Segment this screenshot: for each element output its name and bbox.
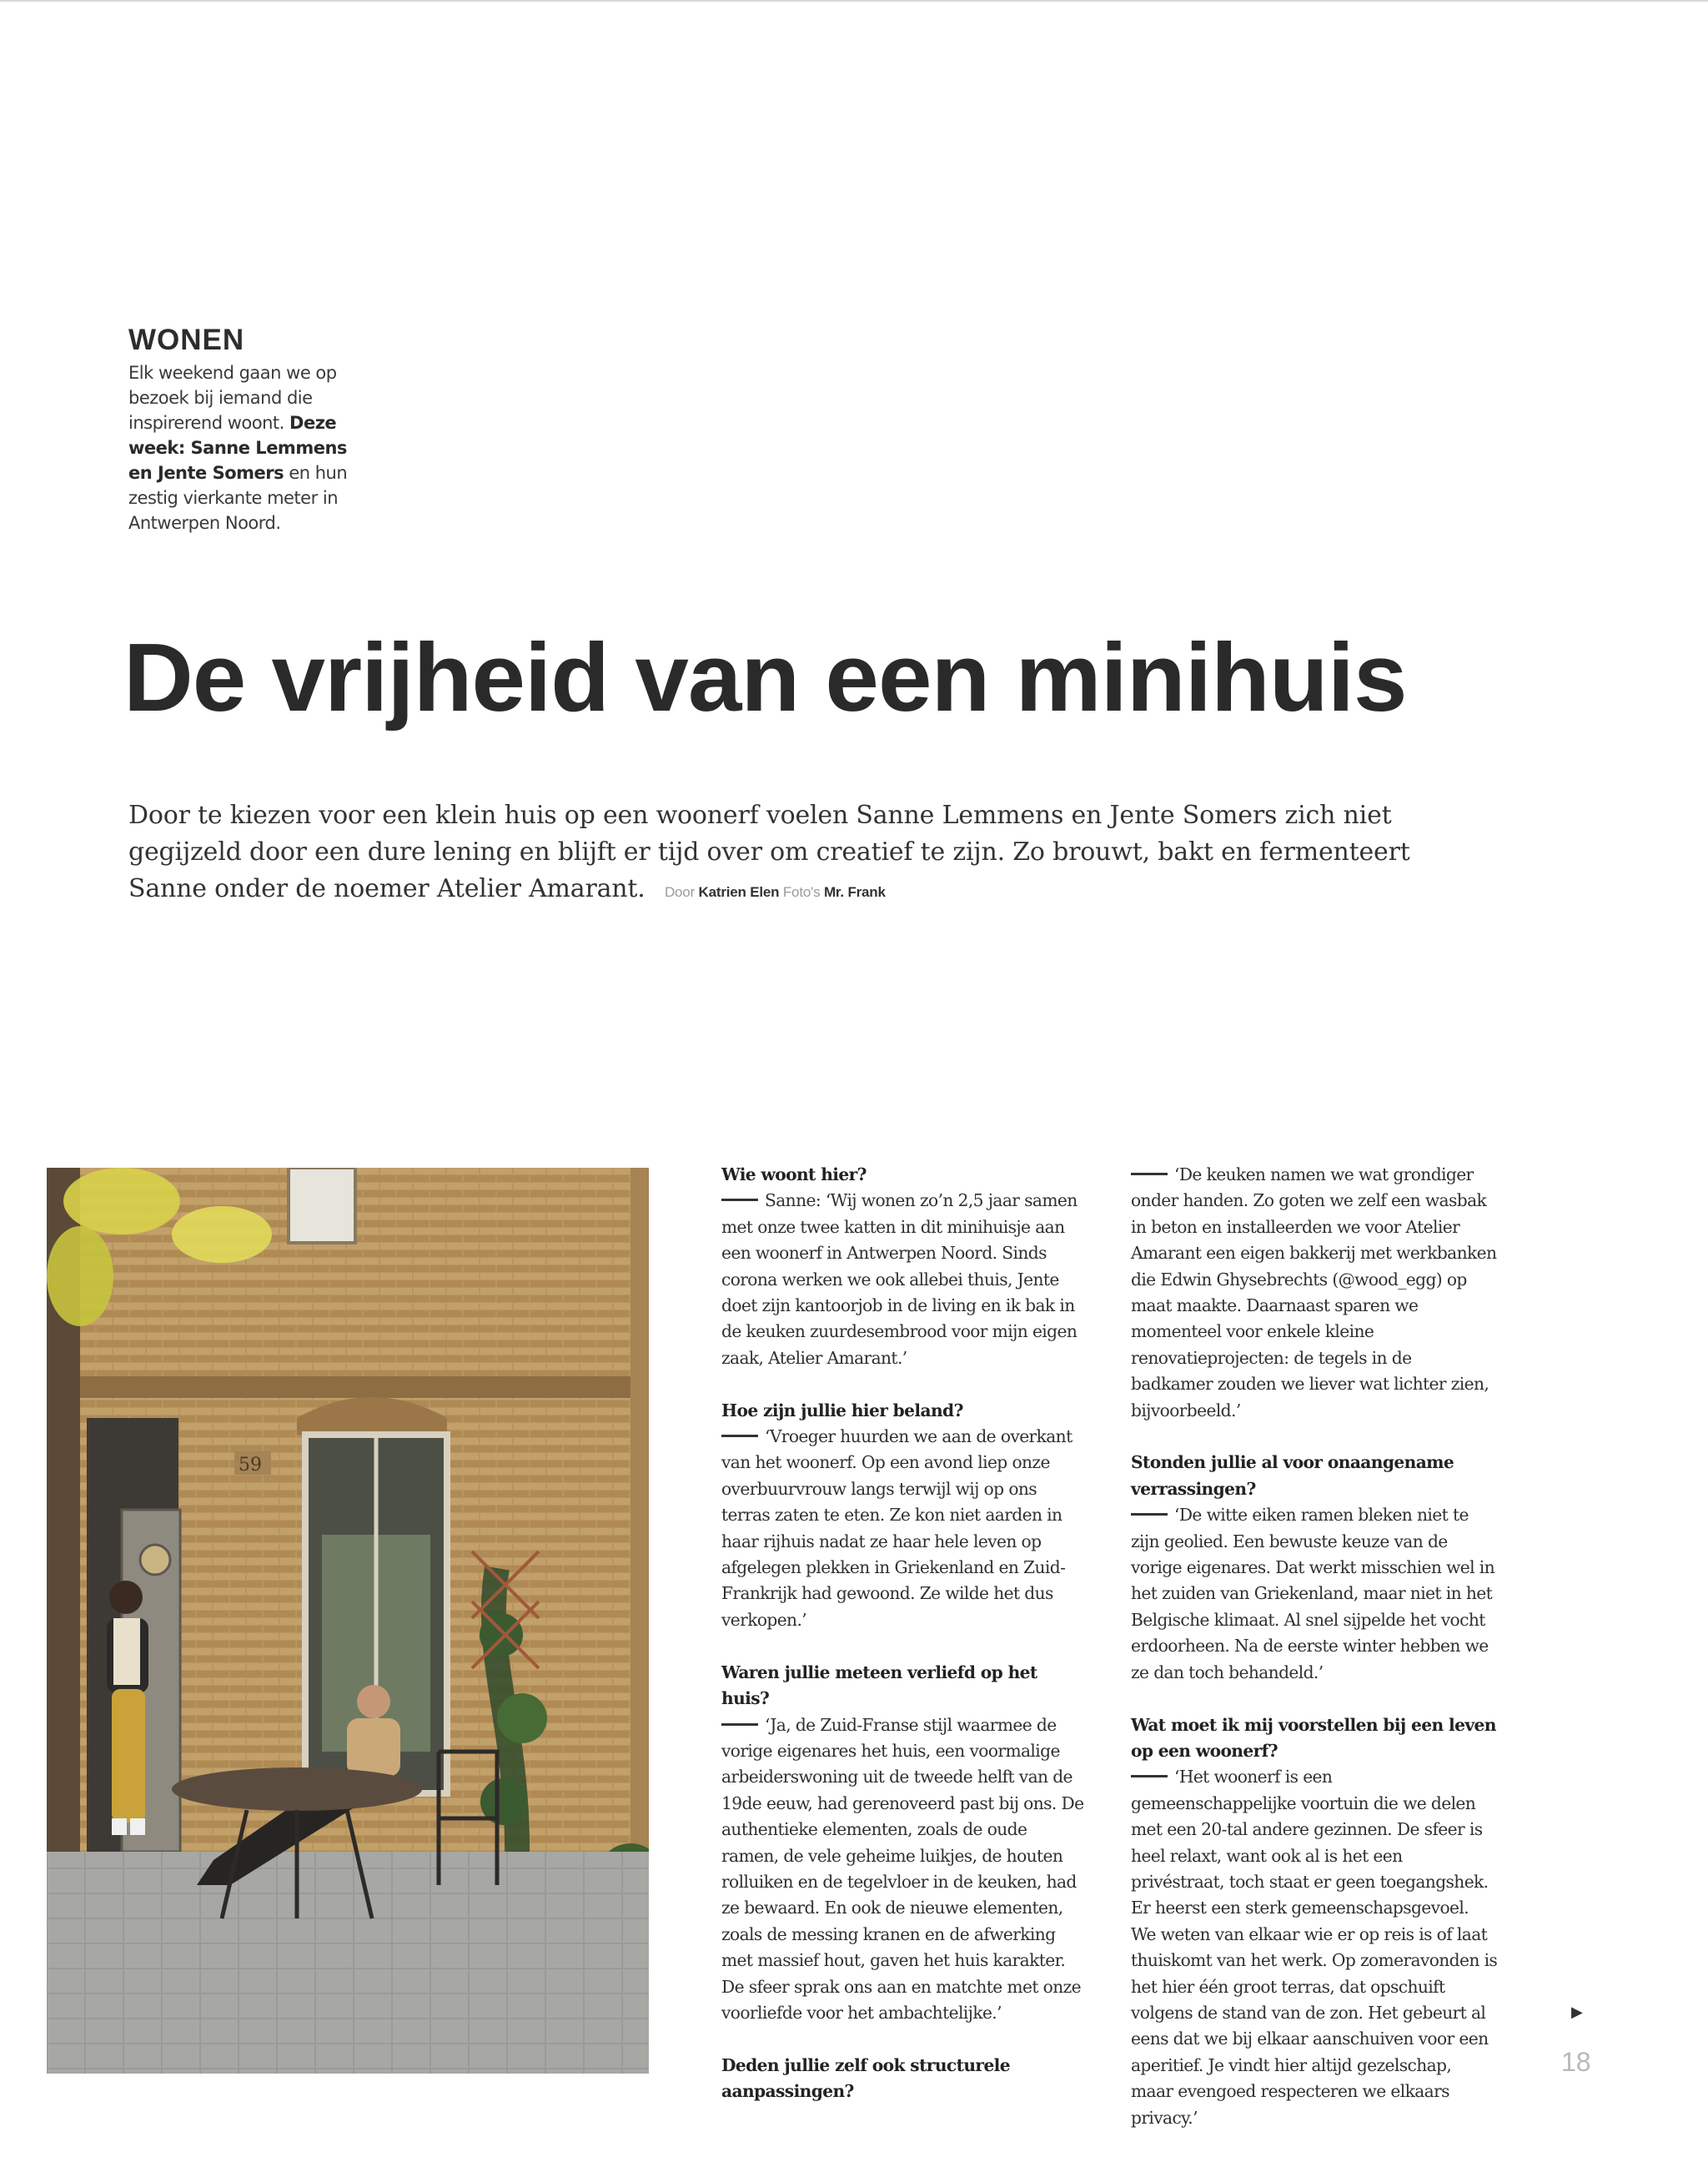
qa-block-4 (721, 2053, 1088, 2105)
dash-marker (1131, 1513, 1168, 1516)
question-1: Wie woont hier? (721, 1164, 867, 1184)
qa-block-2 (721, 1398, 1088, 1634)
dash-marker (721, 1435, 758, 1437)
article-column-2 (1131, 1162, 1498, 2157)
question-2: Hoe zijn jullie hier beland? (721, 1400, 963, 1420)
house-number: 59 (239, 1455, 262, 1476)
question-3: Waren jullie meteen verliefd op het huis? (721, 1662, 1037, 1709)
byline (665, 884, 886, 900)
dash-marker (1131, 1173, 1168, 1175)
house-photo-illustration (47, 1168, 649, 2074)
qa-block-1 (721, 1162, 1088, 1371)
intro-text-part2: en hun zestig vierkante meter in Antwerpen Noord. (128, 463, 348, 533)
question-6: Wat moet ik mij voorstellen bij een leven op een woonerf? (1131, 1714, 1496, 1761)
intro-text-part1: Elk weekend gaan we op bezoek bij iemand die inspirerend woont. (128, 363, 337, 433)
answer-1: Sanne: ‘Wij wonen zo’n 2,5 jaar samen met onze twee katten in dit minihuisje aan een woonerf in Antwerpen Noord. Sinds corona werken we ook allebei thuis, Jente doet zijn kantoorjob in de living en ik bak in de keuken zuurdesembrood voor mijn eigen zaak, Atelier Amarant.’ (721, 1190, 1078, 1368)
intro-text (128, 360, 370, 535)
qa-block-3 (721, 1660, 1088, 2027)
photographer-name: Mr. Frank (823, 884, 886, 900)
photo-label: Foto's (782, 884, 821, 900)
qa-block-4-continued (1131, 1162, 1498, 1424)
byline-label: Door (664, 884, 696, 900)
answer-3: ‘Ja, de Zuid-Franse stijl waarmee de vorige eigenares het huis, een voormalige arbeiderswoning uit de tweede helft van de 19de eeuw, had gerenoveerd past bij ons. De authentieke elementen, zoals de oude ramen, de vele geheime luikjes, de houten rolluiken en de tegelvloer in de keuken, had ze bewaard. En ook de nieuwe elementen, zoals de messing kranen en de afwerking met massief hout, gaven het huis karakter. De sfeer sprak ons aan en matchte met onze voorliefde voor het ambachtelijke.’ (721, 1714, 1084, 2023)
answer-4: ‘De keuken namen we wat grondiger onder handen. Zo goten we zelf een wasbak in beton en installeerden we voor Atelier Amarant een eigen bakkerij met werkbanken die Edwin Ghysebrechts (@wood_egg) op maat maakte. Daarnaast sparen we momenteel voor enkele kleine renovatieprojecten: de tegels in de badkamer zouden we liever wat lichter zien, bijvoorbeeld.’ (1131, 1164, 1497, 1420)
section-label: WONEN (128, 324, 245, 356)
dash-marker (1131, 1775, 1168, 1777)
lede-text: Door te kiezen voor een klein huis op een woonerf voelen Sanne Lemmens en Jente Somers zich niet gegijzeld door een dure lening en blijft er tijd over om creatief te zijn. Zo brouwt, bakt en fermenteert Sanne onder de noemer Atelier Amarant. (128, 801, 1410, 903)
author-name: Katrien Elen (698, 884, 780, 900)
feature-photo (47, 1168, 649, 2074)
page-number: 18 (1561, 2047, 1591, 2077)
page-title: De vrijheid van een minihuis (123, 623, 1407, 732)
lede-paragraph (128, 797, 1479, 911)
dash-marker (721, 1199, 758, 1201)
answer-2: ‘Vroeger huurden we aan de overkant van het woonerf. Op een avond liep onze overbuurvrouw langs terwijl wij op ons terras zaten te eten. Ze kon niet aarden in haar rijhuis nadat ze haar hele leven op afgelegen plekken in Griekenland en Zuid-Frankrijk had gewoond. Ze wilde het dus verkopen.’ (721, 1426, 1073, 1630)
dash-marker (721, 1723, 758, 1726)
intro-bold: Deze week: Sanne Lemmens en Jente Somers (128, 413, 347, 483)
continue-arrow-icon: ▶ (1571, 2004, 1583, 2021)
qa-block-6 (1131, 1712, 1498, 2132)
article-column-1 (721, 1162, 1088, 2131)
question-5: Stonden jullie al voor onaangename verrassingen? (1131, 1452, 1454, 1499)
answer-6: ‘Het woonerf is een gemeenschappelijke voortuin die we delen met een 20-tal andere gezinnen. De sfeer is heel relaxt, want ook al is het een privéstraat, toch staat er geen toegangshek. Er heerst een sterk gemeenschapsgevoel. We weten van elkaar wie er op reis is of laat thuiskomt van het werk. Op zomeravonden is het hier één groot terras, dat opschuift volgens de stand van de zon. Het gebeurt al eens dat we bij elkaar aanschuiven voor een aperitief. Je vindt hier altijd gezelschap, maar evengoed respecteren we elkaars privacy.’ (1131, 1767, 1498, 2128)
question-4: Deden jullie zelf ook structurele aanpassingen? (721, 2054, 1011, 2102)
top-rule (0, 0, 1708, 2)
qa-block-5 (1131, 1450, 1498, 1686)
answer-5: ‘De witte eiken ramen bleken niet te zijn geolied. Een bewuste keuze van de vorige eigenares. Dat werkt misschien wel in het zuiden van Griekenland, maar niet in het Belgische klimaat. Al snel sijpelde het vocht erdoorheen. Na de eerste winter hebben we ze dan toch behandeld.’ (1131, 1505, 1495, 1682)
